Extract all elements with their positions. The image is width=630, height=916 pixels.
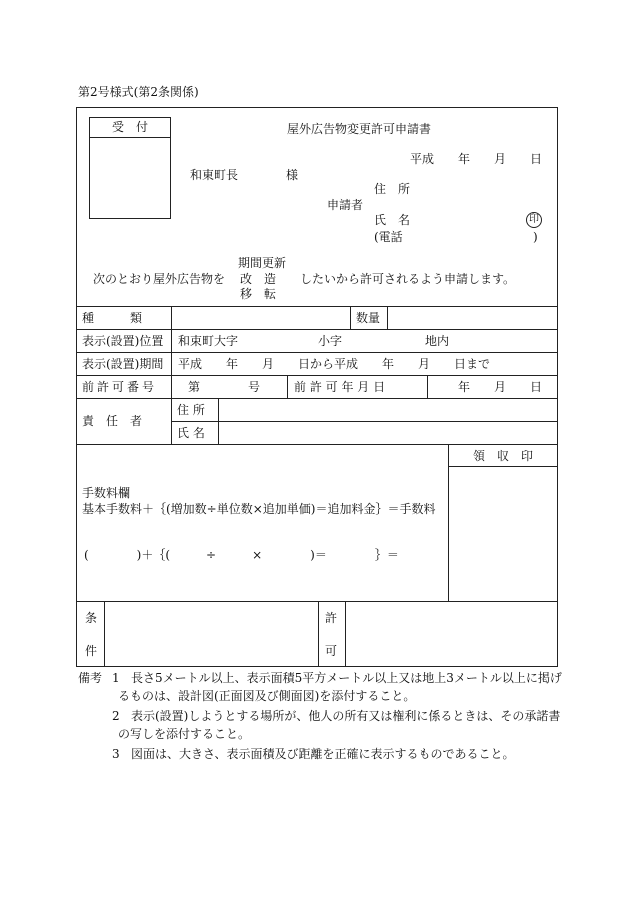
prev-permit-date-value[interactable]: 年 月 日: [458, 380, 543, 394]
row-divider: [76, 329, 558, 330]
location-label: 表示(設置)位置: [82, 334, 164, 348]
phone-close: ): [533, 230, 538, 244]
location-value-2[interactable]: 小字: [318, 334, 343, 348]
seal-mark: 印: [526, 212, 542, 228]
notes-label: 備考: [78, 671, 103, 685]
col-divider: [350, 306, 351, 329]
quantity-field[interactable]: [392, 308, 552, 326]
receipt-stamp-label: 領 収 印: [472, 449, 533, 463]
row-divider: [76, 444, 558, 445]
resp-name-field[interactable]: [222, 423, 552, 441]
col-divider: [104, 601, 105, 667]
col-divider: [318, 601, 319, 667]
row-divider: [76, 306, 558, 307]
fee-formula: 基本手数料＋｛(増加数÷単位数×追加単価)＝追加料金｝＝手数料: [82, 502, 436, 516]
option-modify[interactable]: 改 造: [240, 272, 277, 286]
note-1-number: 1: [112, 671, 120, 685]
addressee: 和東町長 様: [190, 168, 299, 182]
note-2-number: 2: [112, 709, 120, 723]
note-2-line-2: の写しを添付すること。: [118, 727, 251, 741]
col-divider: [345, 601, 346, 667]
note-1-line-2: るものは、設計図(正面図及び側面図)を添付すること。: [118, 689, 416, 703]
col-divider: [387, 306, 388, 329]
location-value-1[interactable]: 和束町大字: [178, 334, 239, 348]
period-value[interactable]: 平成 年 月 日から平成 年 月 日まで: [178, 357, 491, 371]
responsible-label: 責 任 者: [82, 414, 143, 428]
resp-address-label: 住 所: [177, 403, 205, 417]
row-divider: [76, 601, 558, 602]
receipt-label: 受 付: [111, 120, 148, 134]
col-divider: [287, 375, 288, 398]
phone-label: (電話: [374, 230, 403, 244]
row-divider: [448, 466, 558, 467]
quantity-label: 数量: [356, 311, 381, 325]
permit-label-1: 許: [325, 611, 338, 625]
period-label: 表示(設置)期間: [82, 357, 164, 371]
form-number: 第2号様式(第2条関係): [78, 85, 199, 99]
name-label: 氏 名: [374, 213, 411, 227]
condition-label-1: 条: [85, 611, 98, 625]
resp-name-label: 氏 名: [177, 426, 205, 440]
location-value-3: 地内: [425, 334, 450, 348]
address-label: 住 所: [374, 182, 411, 196]
row-divider: [76, 352, 558, 353]
condition-label-2: 件: [85, 644, 98, 658]
fee-title: 手数料欄: [82, 486, 131, 500]
note-3-line-1: 図面は、大きさ、表示面積及び距離を正確に表示するものであること。: [131, 747, 515, 761]
prev-permit-label: 前許可番号: [82, 380, 158, 394]
kind-label: 種 類: [82, 311, 143, 325]
note-3-number: 3: [112, 747, 120, 761]
fee-calculation[interactable]: ( )＋｛( ÷ × )＝ ｝＝: [84, 548, 399, 562]
option-relocate[interactable]: 移 転: [240, 287, 277, 301]
option-renewal[interactable]: 期間更新: [238, 256, 287, 270]
request-prefix: 次のとおり屋外広告物を: [93, 272, 226, 286]
kind-field[interactable]: [178, 308, 346, 326]
col-divider: [448, 444, 449, 601]
permit-label-2: 可: [325, 644, 338, 658]
request-suffix: したいから許可されるよう申請します。: [300, 272, 516, 286]
applicant-label: 申請者: [327, 198, 364, 212]
col-divider: [218, 398, 219, 444]
receipt-divider: [89, 137, 171, 138]
prev-permit-date-label: 前 許 可 年 月 日: [294, 380, 386, 394]
form-title: 屋外広告物変更許可申請書: [287, 122, 432, 136]
note-2-line-1: 表示(設置)しようとする場所が、他人の所有又は権利に係るときは、その承諾書: [131, 709, 561, 723]
row-divider: [171, 421, 558, 422]
conditions-field[interactable]: [110, 606, 312, 662]
note-1-line-1: 長さ5メートル以上、表示面積5平方メートル以上又は地上3メートル以上に掲げ: [131, 671, 562, 685]
resp-address-field[interactable]: [222, 400, 552, 418]
row-divider: [76, 375, 558, 376]
col-divider: [171, 306, 172, 444]
row-divider: [76, 398, 558, 399]
date-line[interactable]: 平成 年 月 日: [410, 152, 543, 166]
col-divider: [427, 375, 428, 398]
prev-permit-number[interactable]: 第 号: [188, 380, 261, 394]
